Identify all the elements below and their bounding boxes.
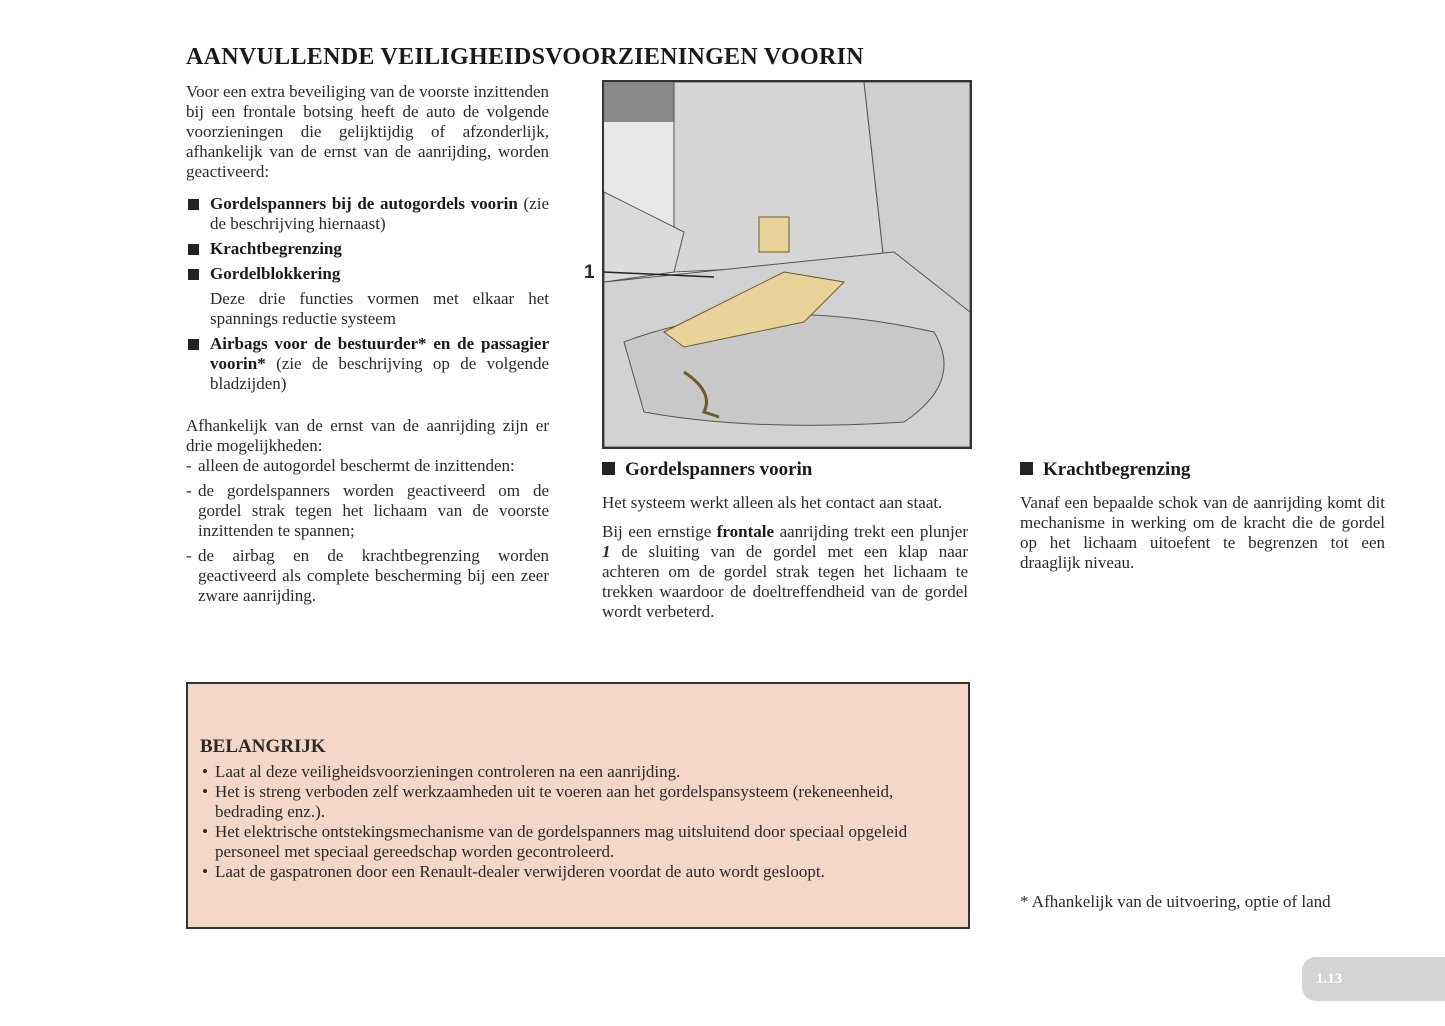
footnote: * Afhankelijk van de uitvoering, optie of land: [1020, 892, 1331, 911]
important-list: [202, 762, 954, 882]
section-heading: Gordelspanners voorin: [602, 459, 968, 481]
section-heading: Krachtbegrenzing: [1020, 459, 1385, 481]
severity-item: - de gordelspanners worden geactiveerd om de gordel strak tegen het lichaam van de voorste inzittenden te spannen;: [186, 481, 549, 540]
bullet-square-icon: [188, 244, 199, 255]
figure-callout: 1: [584, 262, 595, 283]
important-item: • Het is streng verboden zelf werkzaamheden uit te voeren aan het gordelspansysteem (rekeneenheid, bedrading enz.).: [202, 782, 954, 822]
bullet-square-icon: [188, 339, 199, 350]
severity-item: - alleen de autogordel beschermt de inzittenden:: [186, 456, 515, 475]
left-column: [186, 82, 549, 606]
bullet-square-icon: [602, 462, 615, 475]
intro-text: Voor een extra beveiliging van de voorste inzittenden bij een frontale botsing heeft de auto de volgende voorzieningen die gelijktijdig of afzonderlijk, afhankelijk van de ernst van de aanrijding, worden geactiveerd:: [186, 82, 549, 181]
severity-item: - de airbag en de krachtbegrenzing worden geactiveerd als complete bescherming bij een zeer zware aanrijding.: [186, 546, 549, 605]
bullet-square-icon: [1020, 462, 1033, 475]
important-item: • Het elektrische ontstekingsmechanisme van de gordelspanners mag uitsluitend door speciaal opgeleid personeel met speciaal gereedschap worden gecontroleerd.: [202, 822, 954, 862]
important-item: • Laat de gaspatronen door een Renault-dealer verwijderen voordat de auto wordt gesloopt.: [202, 862, 954, 882]
pretensioners-p2: Bij een ernstige frontale aanrijding trekt een plunjer 1 de sluiting van de gordel met een klap naar achteren om de gordel strak tegen het lichaam te trekken waardoor de doeltreffendheid van de gordel wordt verbeterd.: [602, 522, 968, 621]
pretensioners-p1: Het systeem werkt alleen als het contact aan staat.: [602, 493, 943, 512]
important-notice: [186, 682, 970, 929]
severity-intro: Afhankelijk van de ernst van de aanrijding zijn er drie mogelijkheden:: [186, 416, 549, 455]
bullet-square-icon: [188, 199, 199, 210]
pretensioners-section: [602, 459, 968, 622]
important-item: • Laat al deze veiligheidsvoorzieningen controleren na een aanrijding.: [202, 762, 954, 782]
bullet-belt-lock: Gordelblokkering: [186, 264, 549, 284]
bullet-airbags: Airbags voor de bestuurder* en de passagier voorin* (zie de beschrijving op de volgende bladzijden): [186, 334, 549, 394]
bullet-pretensioners: Gordelspanners bij de autogordels voorin (zie de beschrijving hiernaast): [186, 194, 549, 234]
force-limiter-text: Vanaf een bepaalde schok van de aanrijding komt dit mechanisme in werking om de kracht die de gordel op het lichaam uitoefent te begrenzen tot een draaglijk niveau.: [1020, 493, 1385, 572]
bullet-force-limiter: Krachtbegrenzing: [186, 239, 549, 259]
page-number: 1.13: [1302, 957, 1445, 1001]
seat-belt-illustration: [602, 80, 972, 449]
page-title: AANVULLENDE VEILIGHEIDSVOORZIENINGEN VOORIN: [186, 44, 864, 70]
bullet-note: Deze drie functies vormen met elkaar het spannings reductie systeem: [210, 289, 549, 328]
bullet-square-icon: [188, 269, 199, 280]
important-title: BELANGRIJK: [200, 736, 326, 757]
force-limiter-section: [1020, 459, 1385, 573]
